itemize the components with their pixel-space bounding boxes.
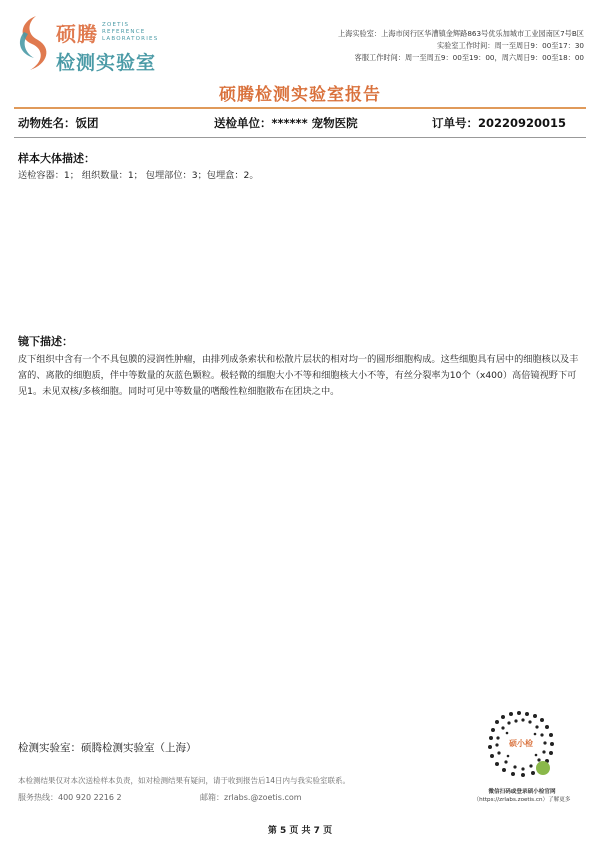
disclaimer-text: 本检测结果仅对本次送检样本负责，如对检测结果有疑问，请于收到报告后14日内与我实验室联系。 xyxy=(18,776,351,785)
logo-text-bottom: 检测实验室 xyxy=(56,52,157,74)
gross-description-heading: 样本大体描述： xyxy=(18,152,95,165)
report-title: 硕腾检测实验室报告 xyxy=(219,85,381,105)
title-divider xyxy=(14,107,586,109)
contact-service-hours: 客服工作时间：周一至周五9：00至19：00，周六周日9：00至18：00 xyxy=(354,53,584,62)
contact-lab-hours: 实验室工作时间：周一至周日9：00至17：30 xyxy=(436,41,584,50)
qr-caption-line-2[interactable]: （https://zrlabs.zoetis.cn）了解更多 xyxy=(473,797,571,803)
submitting-unit: 送检单位：****** 宠物医院 xyxy=(214,116,358,130)
logo-mark-icon xyxy=(14,12,54,72)
lab-name: 检测实验室：硕腾检测实验室（上海） xyxy=(18,742,197,754)
report-info-row xyxy=(18,115,582,135)
animal-name: 动物姓名：饭团 xyxy=(18,116,99,130)
contact-email[interactable]: 邮箱：zrlabs.@zoetis.com xyxy=(200,793,302,802)
logo-text-english: ZOETIS REFERENCE LABORATORIES xyxy=(102,22,159,42)
qr-center-label: 硕小检 xyxy=(509,739,533,748)
qr-caption-line-1: 微信扫码或登录硕小检官网 xyxy=(488,789,556,795)
logo-text-top: 硕腾 xyxy=(56,22,98,46)
qr-code[interactable] xyxy=(485,708,557,780)
gross-description-text: 送检容器：1； 组织数量：1； 包埋部位：3；包埋盒：2。 xyxy=(18,170,259,181)
info-divider xyxy=(14,137,586,138)
page-indicator: 第 5 页 共 7 页 xyxy=(267,826,333,836)
microscopic-description-text: 皮下组织中含有一个不具包膜的浸润性肿瘤，由排列成条索状和松散片层状的相对均一的圆形细胞构成。这些细胞具有居中的细胞核以及丰富的、离散的细胞质，伴中等数量的灰蓝色颗粒。极轻微的细胞大小不等和细胞核大小不等，有丝分裂率为10个（x400）高倍镜视野下可见1。未见双核/多核细胞。同时可见中等数量的嗜酸性粒细胞散布在团块之中。 xyxy=(18,354,579,397)
company-logo xyxy=(14,12,174,74)
microscopic-description-heading: 镜下描述： xyxy=(18,335,73,348)
contact-info xyxy=(338,28,584,64)
contact-address: 上海实验室：上海市闵行区华漕镇金辉路863号优乐加城市工业园南区7号B区 xyxy=(337,29,584,38)
service-hotline: 服务热线：400 920 2216 2 xyxy=(18,793,122,802)
order-number: 订单号：20220920015 xyxy=(432,116,567,130)
qr-caption xyxy=(460,788,584,804)
